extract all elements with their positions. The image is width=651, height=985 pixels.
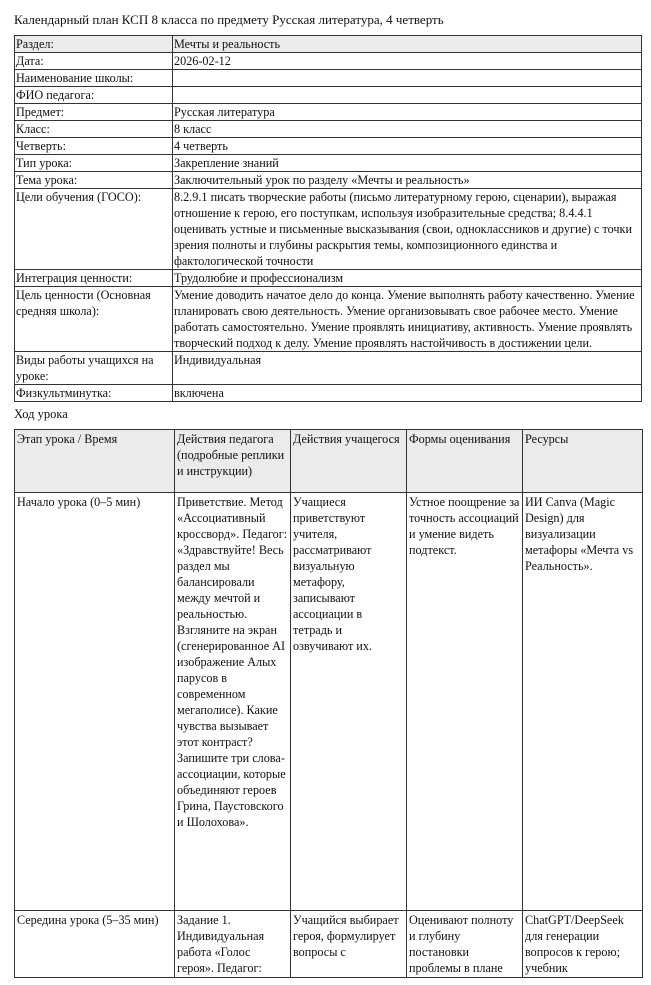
info-value: Заключительный урок по разделу «Мечты и реальность» bbox=[173, 172, 642, 189]
info-row-teacher bbox=[15, 87, 642, 104]
info-row-value-goal bbox=[15, 287, 642, 352]
info-label: Тип урока: bbox=[15, 155, 173, 172]
info-row-lesson-type bbox=[15, 155, 642, 172]
info-label: Четверть: bbox=[15, 138, 173, 155]
lesson-assessment: Оценивают полноту и глубину постановки проблемы в плане bbox=[407, 911, 523, 978]
info-row-school bbox=[15, 70, 642, 87]
info-label: Виды работы учащихся на уроке: bbox=[15, 352, 173, 385]
info-row-section bbox=[15, 36, 642, 53]
info-label: Интеграция ценности: bbox=[15, 270, 173, 287]
lesson-resources: ChatGPT/DeepSeek для генерации вопросов к герою; учебник bbox=[523, 911, 643, 978]
header-student-actions: Действия учащегося bbox=[291, 430, 407, 493]
info-row-work-types bbox=[15, 352, 642, 385]
info-row-date bbox=[15, 53, 642, 70]
lesson-flow-heading: Ход урока bbox=[14, 407, 68, 421]
info-value bbox=[173, 87, 642, 104]
info-label: Дата: bbox=[15, 53, 173, 70]
header-teacher-actions: Действия педагога (подробные реплики и инструкции) bbox=[175, 430, 291, 493]
info-label: Предмет: bbox=[15, 104, 173, 121]
info-value: 8.2.9.1 писать творческие работы (письмо литературному герою, сценарии), выражая отношение к герою, его поступкам, используя изобразительные средства; 8.4.4.1 оценивать устные и письменные высказывания (свои, одноклассников и другие) с точки зрения полноты и глубины раскрытия темы, композиционного единства и фактологической точности bbox=[173, 189, 642, 270]
info-label: Цель ценности (Основная средняя школа): bbox=[15, 287, 173, 352]
info-label: Физкультминутка: bbox=[15, 385, 173, 402]
info-row-topic bbox=[15, 172, 642, 189]
info-value bbox=[173, 70, 642, 87]
lesson-student-actions: Учащиеся приветствуют учителя, рассматривают визуальную метафору, записывают ассоциации в тетрадь и озвучивают их. bbox=[291, 493, 407, 911]
lesson-row-start bbox=[15, 493, 643, 911]
info-value: включена bbox=[173, 385, 642, 402]
info-value: 8 класс bbox=[173, 121, 642, 138]
info-value: Умение доводить начатое дело до конца. Умение выполнять работу качественно. Умение планировать свою деятельность. Умение организовывать свое рабочее место. Умение работать самостоятельно. Умение проявлять инициативу, активность. Умение проявлять творческий подход к делу. Умение проявлять настойчивость в достижении цели. bbox=[173, 287, 642, 352]
info-row-exercise-break bbox=[15, 385, 642, 402]
info-row-value-integration bbox=[15, 270, 642, 287]
info-label: Тема урока: bbox=[15, 172, 173, 189]
header-stage: Этап урока / Время bbox=[15, 430, 175, 493]
info-value: 4 четверть bbox=[173, 138, 642, 155]
document-title: Календарный план КСП 8 класса по предмету Русская литература, 4 четверть bbox=[14, 12, 444, 27]
header-assessment: Формы оценивания bbox=[407, 430, 523, 493]
info-label: Раздел: bbox=[15, 36, 173, 53]
info-row-quarter bbox=[15, 138, 642, 155]
info-label: Цели обучения (ГОСО): bbox=[15, 189, 173, 270]
lesson-info-table bbox=[14, 35, 642, 402]
info-label: ФИО педагога: bbox=[15, 87, 173, 104]
lesson-stage: Начало урока (0–5 мин) bbox=[15, 493, 175, 911]
lesson-flow-table bbox=[14, 429, 643, 978]
info-row-subject bbox=[15, 104, 642, 121]
lesson-resources: ИИ Canva (Magic Design) для визуализации метафоры «Мечта vs Реальность». bbox=[523, 493, 643, 911]
lesson-student-actions: Учащийся выбирает героя, формулирует вопросы с bbox=[291, 911, 407, 978]
header-resources: Ресурсы bbox=[523, 430, 643, 493]
info-value: Мечты и реальность bbox=[173, 36, 642, 53]
info-value: Русская литература bbox=[173, 104, 642, 121]
lesson-row-middle bbox=[15, 911, 643, 978]
info-row-grade bbox=[15, 121, 642, 138]
lesson-assessment: Устное поощрение за точность ассоциаций и умение видеть подтекст. bbox=[407, 493, 523, 911]
info-label: Класс: bbox=[15, 121, 173, 138]
info-label: Наименование школы: bbox=[15, 70, 173, 87]
info-value: 2026-02-12 bbox=[173, 53, 642, 70]
info-row-learning-goals bbox=[15, 189, 642, 270]
lesson-teacher-actions: Задание 1. Индивидуальная работа «Голос героя». Педагог: bbox=[175, 911, 291, 978]
lesson-header-row bbox=[15, 430, 643, 493]
lesson-stage: Середина урока (5–35 мин) bbox=[15, 911, 175, 978]
info-value: Индивидуальная bbox=[173, 352, 642, 385]
lesson-teacher-actions: Приветствие. Метод «Ассоциативный кроссворд». Педагог: «Здравствуйте! Весь раздел мы балансировали между мечтой и реальностью. Взгляните на экран (сгенерированное AI изображение Алых парусов в современном мегаполисе). Какие чувства вызывает этот контраст? Запишите три слова-ассоциации, которые объединяют героев Грина, Паустовского и Шолохова». bbox=[175, 493, 291, 911]
info-value: Закрепление знаний bbox=[173, 155, 642, 172]
info-value: Трудолюбие и профессионализм bbox=[173, 270, 642, 287]
